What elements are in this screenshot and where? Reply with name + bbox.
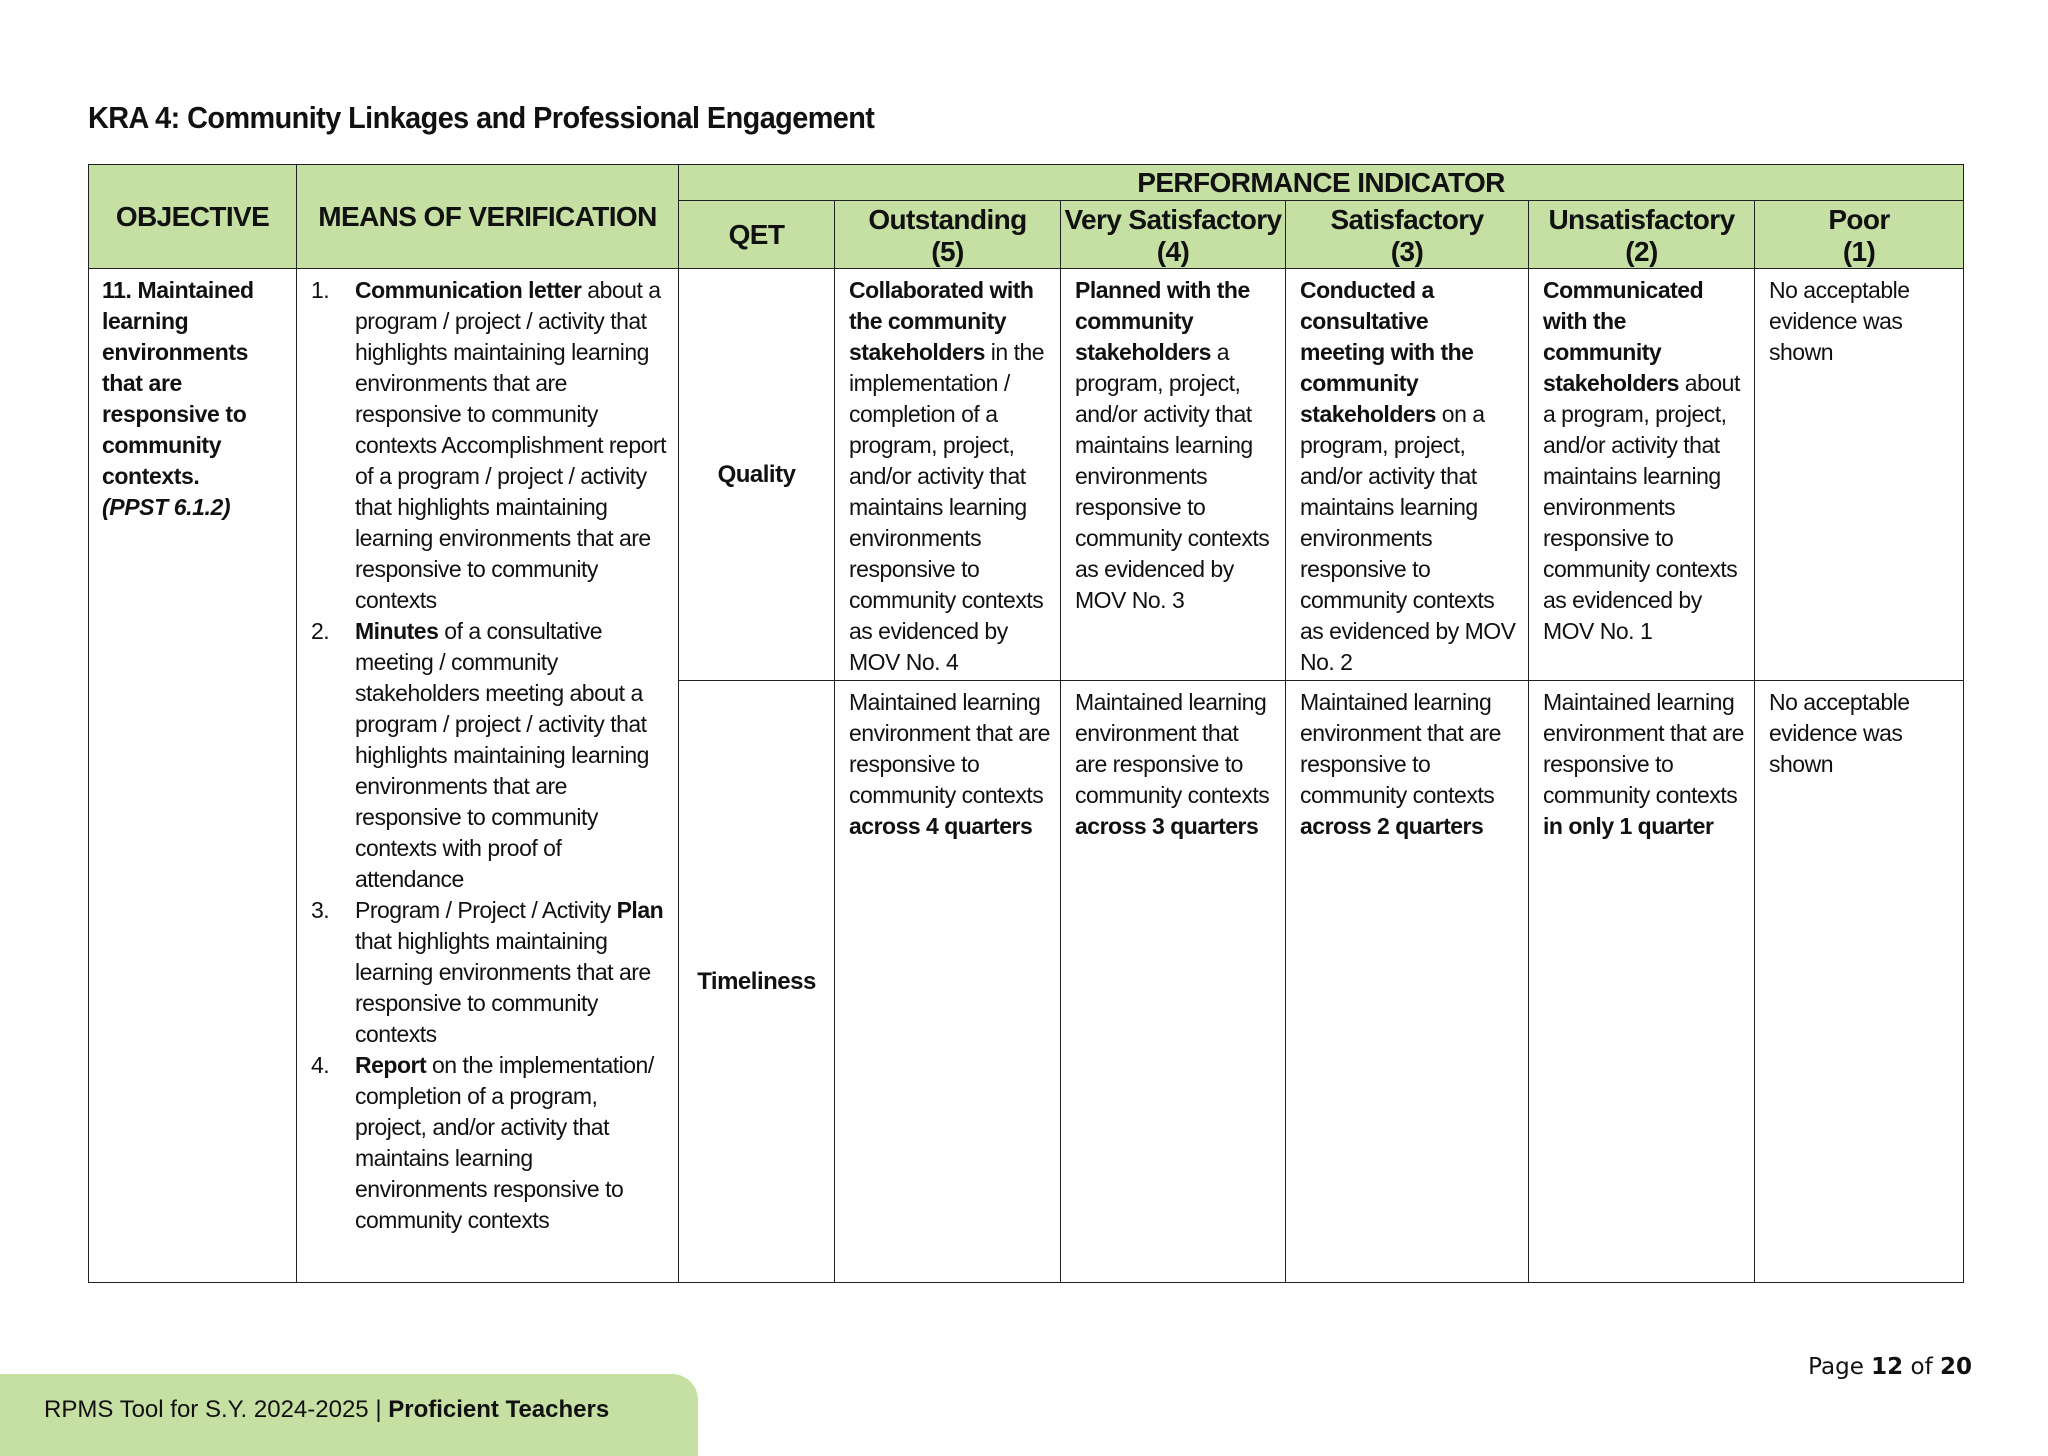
header-very-satisfactory-score: (4) xyxy=(1156,235,1190,267)
timeliness-very-satisfactory-bold: across 3 quarters xyxy=(1075,813,1259,839)
quality-poor: No acceptable evidence was shown xyxy=(1755,269,1964,681)
timeliness-poor: No acceptable evidence was shown xyxy=(1755,681,1964,1283)
mov-item-4 xyxy=(311,1050,668,1236)
objective-cell xyxy=(89,269,297,1283)
mov-list xyxy=(311,275,668,1236)
quality-outstanding-rest: in the implementation / completion of a program, project, and/or activity that maintains learning environments responsive to community contexts as evidenced by MOV No. 4 xyxy=(849,339,1045,675)
objective-text: 11. Maintained learning environments that are responsive to community contexts. xyxy=(102,277,254,489)
mov-cell xyxy=(297,269,679,1283)
timeliness-outstanding-bold: across 4 quarters xyxy=(849,813,1033,839)
timeliness-outstanding-text: Maintained learning environment that are responsive to community contexts xyxy=(849,689,1050,808)
mov-item-3 xyxy=(311,895,668,1050)
quality-outstanding-bold: Collaborated with the community stakeholders xyxy=(849,277,1034,365)
timeliness-very-satisfactory xyxy=(1061,681,1286,1283)
page-number xyxy=(1808,1354,1972,1380)
mov-item-number: 3. xyxy=(311,897,330,923)
quality-unsatisfactory-rest: about a program, project, and/or activity that maintains learning environments responsive to community contexts as evidenced by MOV No. 1 xyxy=(1543,370,1740,644)
mov-item-1 xyxy=(311,275,668,616)
quality-unsatisfactory-bold: Communicated with the community stakeholders xyxy=(1543,277,1704,396)
footer-audience: Proficient Teachers xyxy=(388,1396,610,1423)
table-row-quality xyxy=(89,269,1964,681)
mov-item-rest: about a program / project / activity that highlights maintaining learning environments that are responsive to community contexts Accomplishment report of a program / project / activity that highlights maintaining learning environments that are responsive to community contexts xyxy=(355,277,666,613)
quality-very-satisfactory xyxy=(1061,269,1286,681)
footer-text xyxy=(44,1396,609,1424)
mov-item-pre: Program / Project / Activity xyxy=(355,897,617,923)
qet-quality: Quality xyxy=(679,269,835,681)
qet-timeliness: Timeliness xyxy=(679,681,835,1283)
mov-item-bold: Report xyxy=(355,1052,427,1078)
header-outstanding xyxy=(835,201,1061,269)
quality-outstanding xyxy=(835,269,1061,681)
objective-ppst: (PPST 6.1.2) xyxy=(102,494,231,520)
mov-item-rest: on the implementation/ completion of a program, project, and/or activity that maintains learning environments responsive to community contexts xyxy=(355,1052,654,1233)
quality-very-satisfactory-rest: a program, project, and/or activity that maintains learning environments responsive to community contexts as evidenced by MOV No. 3 xyxy=(1075,339,1270,613)
header-outstanding-label: Outstanding xyxy=(868,203,1027,235)
header-poor-label: Poor xyxy=(1828,203,1890,235)
mov-item-bold: Minutes xyxy=(355,618,439,644)
timeliness-satisfactory xyxy=(1286,681,1529,1283)
page-total: 20 xyxy=(1939,1354,1972,1380)
quality-unsatisfactory xyxy=(1529,269,1755,681)
header-poor-score: (1) xyxy=(1842,235,1876,267)
timeliness-satisfactory-text: Maintained learning environment that are responsive to community contexts xyxy=(1300,689,1501,808)
header-objective: OBJECTIVE xyxy=(89,165,297,269)
page-of: of xyxy=(1903,1354,1940,1380)
page-current: 12 xyxy=(1871,1354,1904,1380)
timeliness-unsatisfactory-bold: in only 1 quarter xyxy=(1543,813,1714,839)
header-performance-indicator: PERFORMANCE INDICATOR xyxy=(679,165,1964,201)
timeliness-satisfactory-bold: across 2 quarters xyxy=(1300,813,1484,839)
timeliness-outstanding xyxy=(835,681,1061,1283)
kra-table xyxy=(88,164,1964,1283)
header-very-satisfactory-label: Very Satisfactory xyxy=(1064,203,1282,235)
mov-item-number: 1. xyxy=(311,277,330,303)
header-satisfactory-label: Satisfactory xyxy=(1330,203,1484,235)
quality-satisfactory xyxy=(1286,269,1529,681)
mov-item-2 xyxy=(311,616,668,895)
header-poor xyxy=(1755,201,1964,269)
header-outstanding-score: (5) xyxy=(931,235,964,267)
page-title: KRA 4: Community Linkages and Professional Engagement xyxy=(88,100,875,135)
header-very-satisfactory xyxy=(1061,201,1286,269)
mov-item-rest: of a consultative meeting / community stakeholders meeting about a program / project / activity that highlights maintaining learning environments that are responsive to community contexts with proof of attendance xyxy=(355,618,649,892)
header-unsatisfactory-label: Unsatisfactory xyxy=(1548,203,1735,235)
header-satisfactory-score: (3) xyxy=(1390,235,1424,267)
header-unsatisfactory-score: (2) xyxy=(1625,235,1658,267)
mov-item-number: 2. xyxy=(311,618,330,644)
header-qet: QET xyxy=(679,201,835,269)
header-satisfactory xyxy=(1286,201,1529,269)
mov-item-bold: Communication letter xyxy=(355,277,582,303)
quality-satisfactory-bold: Conducted a consultative meeting with the community stakeholders xyxy=(1300,277,1474,427)
quality-satisfactory-rest: on a program, project, and/or activity that maintains learning environments responsive to community contexts as evidenced by MOV No. 2 xyxy=(1300,401,1516,675)
timeliness-unsatisfactory xyxy=(1529,681,1755,1283)
quality-very-satisfactory-bold: Planned with the community stakeholders xyxy=(1075,277,1250,365)
timeliness-unsatisfactory-text: Maintained learning environment that are responsive to community contexts xyxy=(1543,689,1744,808)
header-means-of-verification: MEANS OF VERIFICATION xyxy=(297,165,679,269)
timeliness-very-satisfactory-text: Maintained learning environment that are responsive to community contexts xyxy=(1075,689,1270,808)
mov-item-bold: Plan xyxy=(616,897,664,923)
mov-item-number: 4. xyxy=(311,1052,330,1078)
mov-item-rest: that highlights maintaining learning environments that are responsive to community contexts xyxy=(355,928,651,1047)
header-unsatisfactory xyxy=(1529,201,1755,269)
footer-tool: RPMS Tool for S.Y. 2024-2025 | xyxy=(44,1396,389,1423)
page-prefix: Page xyxy=(1808,1354,1872,1380)
